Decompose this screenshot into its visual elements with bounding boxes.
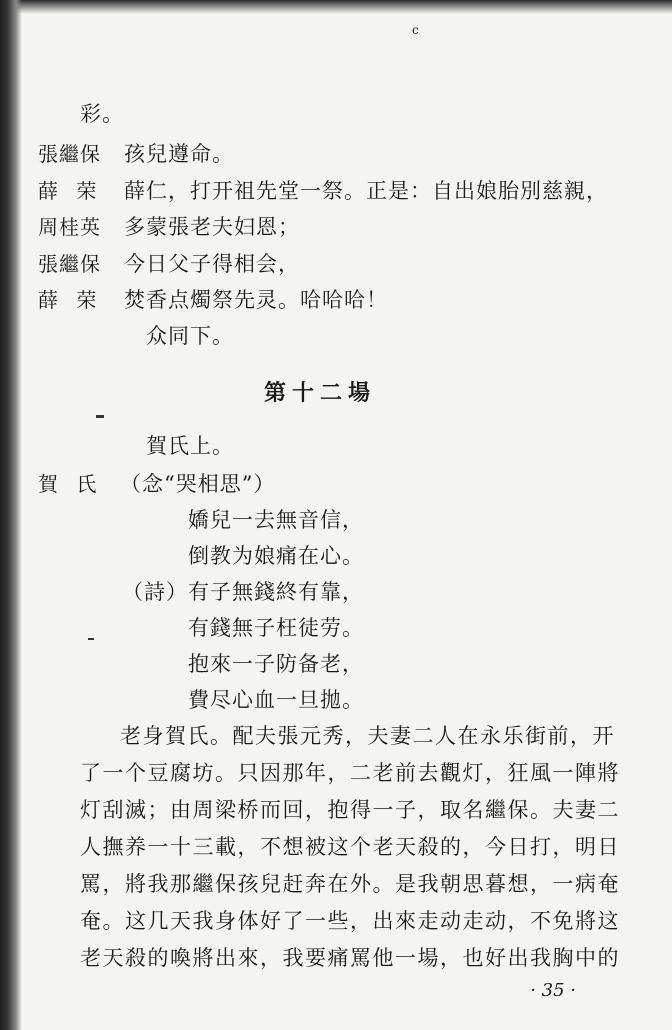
page-number: · 35 · <box>530 980 576 1001</box>
prose-line: 老天殺的喚將出來，我要痛罵他一場，也好出我胸中的 <box>80 946 620 970</box>
speaker-name: 周桂英 <box>38 215 101 239</box>
prose-line: 罵，將我那繼保孩兒赶奔在外。是我朝思暮想，一病奄 <box>80 872 620 896</box>
prose-line: 了一个豆腐坊。只因那年，二老前去觀灯，狂風一陣將 <box>80 761 620 785</box>
verse-line: 嬌兒一去無音信， <box>188 508 364 532</box>
verse-line: 費尽心血一旦拋。 <box>188 688 364 712</box>
speaker-name: 賀 氏 <box>38 472 103 496</box>
stage-direction: 賀氏上。 <box>146 434 234 458</box>
verse-line: 倒教为娘痛在心。 <box>188 544 364 568</box>
dialogue-line: 薛仁，打开祖先堂一祭。正是：自出娘胎別慈親， <box>124 179 608 203</box>
prose-line: 老身賀氏。配夫張元秀，夫妻二人在永乐街前，开 <box>120 724 615 748</box>
speaker-name: 薛 荣 <box>38 288 103 312</box>
print-speck <box>88 638 94 640</box>
dialogue-line: 焚香点燭祭先灵。哈哈哈！ <box>124 288 388 312</box>
top-mark: c <box>412 23 420 37</box>
speaker-name: 薛 荣 <box>38 179 103 203</box>
scene-title: 第十二場 <box>264 381 377 406</box>
dialogue-line: 孩兒遵命。 <box>124 142 234 166</box>
prose-line: 人撫养一十三載，不想被这个老天殺的，今日打，明日 <box>80 835 620 859</box>
left-binding-shadow <box>0 0 22 1030</box>
verse-line: 有子無錢終有靠， <box>188 580 364 604</box>
top-scan-shadow <box>0 0 672 14</box>
dialogue-line: 彩。 <box>80 102 124 126</box>
dialogue-line: 今日父子得相会， <box>124 252 300 276</box>
tune-name: （念“哭相思”） <box>120 472 276 496</box>
stage-direction: 众同下。 <box>146 324 234 348</box>
prose-line: 灯刮滅；由周梁桥而回，抱得一子，取名繼保。夫妻二 <box>80 798 620 822</box>
speaker-name: 張繼保 <box>38 142 101 166</box>
poem-tag: （詩） <box>122 580 188 604</box>
speaker-name: 張繼保 <box>38 252 101 276</box>
verse-line: 抱來一子防备老， <box>188 652 364 676</box>
verse-line: 有錢無子枉徒劳。 <box>188 616 364 640</box>
print-speck <box>96 415 104 418</box>
prose-line: 奄。这几天我身体好了一些，出來走动走动，不免將这 <box>80 909 620 933</box>
dialogue-line: 多蒙張老夫妇恩； <box>124 215 300 239</box>
